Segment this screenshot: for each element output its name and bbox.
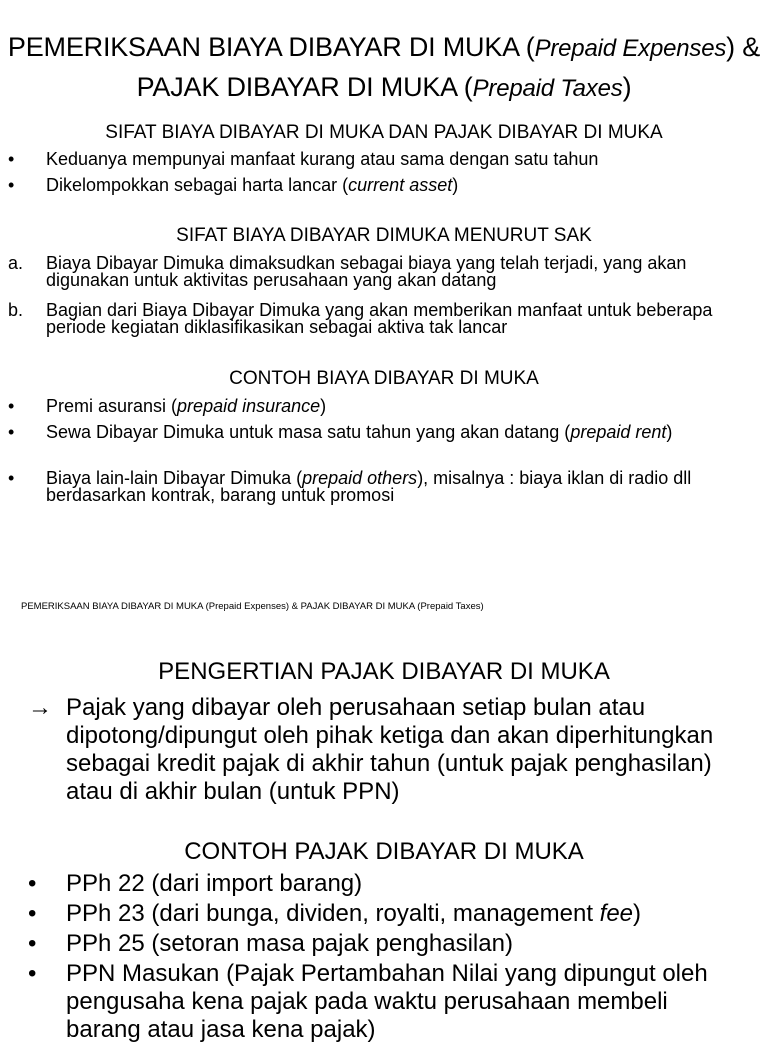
bullet-marker: •: [8, 149, 15, 169]
list-item-text: Dikelompokkan sebagai harta lancar (current asset): [46, 175, 459, 195]
title-part2: ) & PAJAK DIBAYAR DI MUKA (: [136, 32, 761, 102]
bullet-marker: •: [28, 900, 37, 927]
list-item-text: Premi asuransi (prepaid insurance): [46, 396, 327, 416]
section4-heading: PENGERTIAN PAJAK DIBAYAR DI MUKA: [158, 658, 610, 685]
title-part3: ): [622, 72, 632, 102]
list-item-text: PPh 25 (setoran masa pajak penghasilan): [66, 930, 513, 957]
page-title: [0, 28, 768, 108]
list-item-text: PPh 22 (dari import barang): [66, 870, 363, 897]
bullet-marker: •: [8, 175, 15, 195]
list-item-text: Sewa Dibayar Dimuka untuk masa satu tahun yang akan datang (prepaid rent): [46, 422, 673, 442]
list-item-text: Keduanya mempunyai manfaat kurang atau sama dengan satu tahun: [46, 149, 599, 169]
list-item-text: Bagian dari Biaya Dibayar Dimuka yang akan memberikan manfaat untuk beberapa periode kegiatan diklasifikasikan sebagai aktiva tak lancar: [46, 300, 713, 337]
slide-footer: PEMERIKSAAN BIAYA DIBAYAR DI MUKA (Prepaid Expenses) & PAJAK DIBAYAR DI MUKA (Prepaid Taxes): [21, 601, 484, 612]
section2-heading: SIFAT BIAYA DIBAYAR DIMUKA MENURUT SAK: [176, 225, 592, 246]
section1-heading: SIFAT BIAYA DIBAYAR DI MUKA DAN PAJAK DIBAYAR DI MUKA: [105, 122, 663, 143]
list-item-text: PPh 23 (dari bunga, dividen, royalti, management fee): [66, 900, 642, 927]
definition-text: Pajak yang dibayar oleh perusahaan setiap bulan atau dipotong/dipungut oleh pihak ketiga dan akan diperhitungkan sebagai kredit pajak di akhir tahun (untuk pajak penghasilan) atau di akhir bulan (untuk PPN): [66, 694, 714, 805]
title-italic2: Prepaid Taxes: [472, 75, 623, 102]
bullet-marker: •: [8, 468, 15, 488]
bullet-marker: •: [28, 870, 37, 897]
bullet-marker: •: [8, 396, 15, 416]
bullet-marker: •: [28, 930, 37, 957]
list-item-text: PPN Masukan (Pajak Pertambahan Nilai yang dipungut oleh pengusaha kena pajak pada waktu perusahaan membeli barang atau jasa kena pajak): [66, 960, 708, 1043]
title-italic1: Prepaid Expenses: [534, 35, 727, 62]
bullet-marker: •: [8, 422, 15, 442]
bullet-marker: •: [28, 960, 37, 987]
list-item-text: Biaya Dibayar Dimuka dimaksudkan sebagai biaya yang telah terjadi, yang akan digunakan untuk aktivitas perusahaan yang akan datang: [46, 253, 687, 290]
arrow-icon: →: [28, 694, 52, 721]
section5-heading: CONTOH PAJAK DIBAYAR DI MUKA: [184, 838, 584, 865]
section3-heading: CONTOH BIAYA DIBAYAR DI MUKA: [229, 368, 539, 389]
list-item-text: Biaya lain-lain Dibayar Dimuka (prepaid others), misalnya : biaya iklan di radio dll berdasarkan kontrak, barang untuk promosi: [46, 468, 692, 505]
list-marker: a.: [8, 253, 24, 273]
list-marker: b.: [8, 300, 24, 320]
title-part1: PEMERIKSAAN BIAYA DIBAYAR DI MUKA (: [7, 32, 535, 62]
